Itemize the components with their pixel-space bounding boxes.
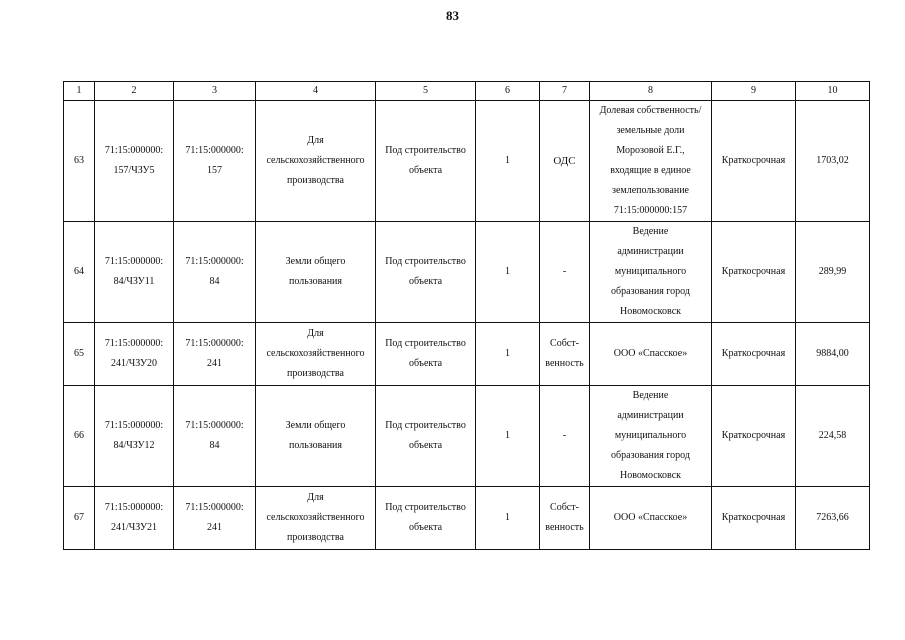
table-row (64, 323, 870, 386)
right-type: - (540, 386, 590, 487)
lease-term: Краткосрочная (712, 101, 796, 222)
plot-area: 1703,02 (796, 101, 870, 222)
usage-purpose: Под строительство объекта (376, 323, 476, 386)
cadastral-part-number: 71:15:000000: 84/ЧЗУ11 (95, 222, 174, 323)
usage-purpose: Под строительство объекта (376, 101, 476, 222)
cadastral-parent-number: 71:15:000000: 84 (174, 386, 256, 487)
right-holder: Ведение администрации муниципального образования город Новомосковск (590, 222, 712, 323)
right-type: - (540, 222, 590, 323)
cadastral-parent-number: 71:15:000000: 241 (174, 487, 256, 550)
plot-count: 1 (476, 222, 540, 323)
lease-term: Краткосрочная (712, 323, 796, 386)
land-category: Для сельскохозяйственного производства (256, 101, 376, 222)
header-cell-2: 2 (95, 82, 174, 101)
header-cell-7: 7 (540, 82, 590, 101)
cadastral-part-number: 71:15:000000: 157/ЧЗУ5 (95, 101, 174, 222)
cadastral-part-number: 71:15:000000: 241/ЧЗУ21 (95, 487, 174, 550)
plot-area: 9884,00 (796, 323, 870, 386)
row-number: 63 (64, 101, 95, 222)
land-category: Земли общего пользования (256, 222, 376, 323)
usage-purpose: Под строительство объекта (376, 386, 476, 487)
plot-count: 1 (476, 101, 540, 222)
cadastral-part-number: 71:15:000000: 241/ЧЗУ20 (95, 323, 174, 386)
lease-term: Краткосрочная (712, 487, 796, 550)
cadastral-parent-number: 71:15:000000: 84 (174, 222, 256, 323)
header-cell-8: 8 (590, 82, 712, 101)
header-cell-9: 9 (712, 82, 796, 101)
row-number: 65 (64, 323, 95, 386)
header-cell-1: 1 (64, 82, 95, 101)
row-number: 67 (64, 487, 95, 550)
table-row (64, 101, 870, 222)
header-cell-3: 3 (174, 82, 256, 101)
plot-area: 7263,66 (796, 487, 870, 550)
page-number: 83 (446, 8, 459, 23)
row-number: 66 (64, 386, 95, 487)
cadastral-parent-number: 71:15:000000: 241 (174, 323, 256, 386)
right-holder: Долевая собственность/ земельные доли Морозовой Е.Г., входящие в единое землепользование 71:15:000000:157 (590, 101, 712, 222)
usage-purpose: Под строительство объекта (376, 487, 476, 550)
land-category: Для сельскохозяйственного производства (256, 323, 376, 386)
plot-area: 289,99 (796, 222, 870, 323)
land-category: Для сельскохозяйственного производства (256, 487, 376, 550)
right-type: ОДС (540, 101, 590, 222)
header-cell-4: 4 (256, 82, 376, 101)
right-holder: ООО «Спасское» (590, 323, 712, 386)
table-row (64, 222, 870, 323)
header-cell-5: 5 (376, 82, 476, 101)
right-holder: ООО «Спасское» (590, 487, 712, 550)
header-row (64, 82, 870, 101)
header-cell-10: 10 (796, 82, 870, 101)
cadastral-parent-number: 71:15:000000: 157 (174, 101, 256, 222)
right-type: Собст- венность (540, 323, 590, 386)
row-number: 64 (64, 222, 95, 323)
table-row (64, 386, 870, 487)
right-type: Собст- венность (540, 487, 590, 550)
lease-term: Краткосрочная (712, 222, 796, 323)
header-cell-6: 6 (476, 82, 540, 101)
plot-count: 1 (476, 487, 540, 550)
usage-purpose: Под строительство объекта (376, 222, 476, 323)
plot-area: 224,58 (796, 386, 870, 487)
plot-count: 1 (476, 323, 540, 386)
table-row (64, 487, 870, 550)
right-holder: Ведение администрации муниципального образования город Новомосковск (590, 386, 712, 487)
land-plots-table (63, 81, 870, 550)
plot-count: 1 (476, 386, 540, 487)
cadastral-part-number: 71:15:000000: 84/ЧЗУ12 (95, 386, 174, 487)
land-category: Земли общего пользования (256, 386, 376, 487)
lease-term: Краткосрочная (712, 386, 796, 487)
